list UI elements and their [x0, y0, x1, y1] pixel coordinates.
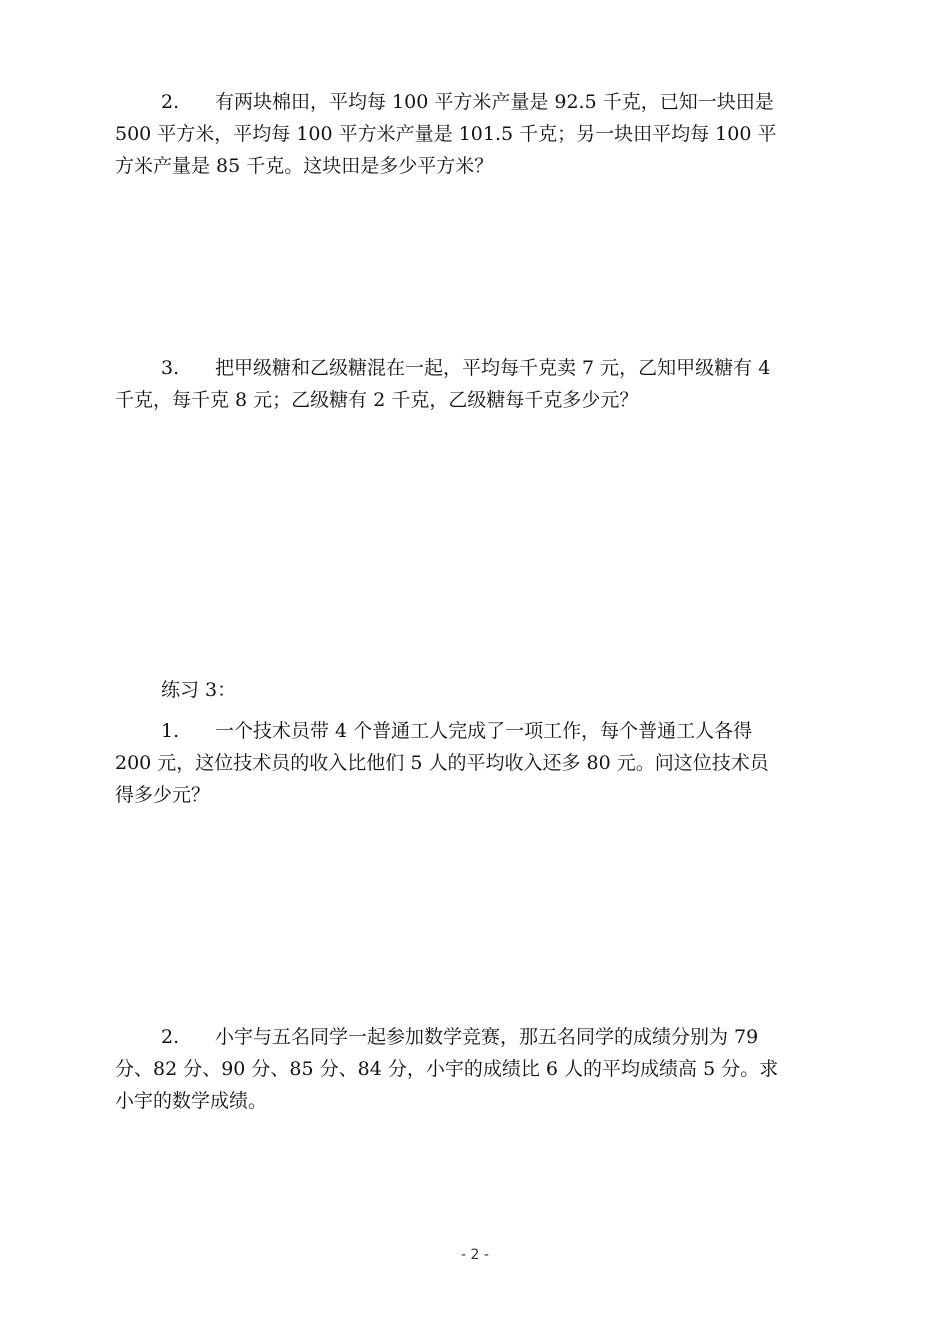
- problem-number: 2.: [161, 91, 180, 113]
- problem-number: 3.: [161, 357, 180, 379]
- problem-text: 小宇的数学成绩。: [115, 1090, 268, 1112]
- problem-text: 得多少元？: [115, 784, 211, 806]
- section-title: 练习 3：: [161, 679, 237, 701]
- exercise-problem-1: [115, 715, 850, 811]
- problem-text: 千克，每千克 8 元；乙级糖有 2 千克，乙级糖每千克多少元？: [115, 389, 639, 411]
- problem-text: 有两块棉田，平均每 100 平方米产量是 92.5 千克，已知一块田是: [215, 91, 774, 113]
- problem-text: 分、82 分、90 分、85 分、84 分，小宇的成绩比 6 人的平均成绩高 5 分。求: [115, 1058, 779, 1080]
- problem-text: 方米产量是 85 千克。这块田是多少平方米？: [115, 155, 494, 177]
- problem-line: [115, 352, 850, 384]
- problem-line: [115, 1021, 850, 1053]
- problem-3-top: [115, 352, 850, 416]
- problem-number: 2.: [161, 1026, 180, 1048]
- problem-text: 200 元，这位技术员的收入比他们 5 人的平均收入还多 80 元。问这位技术员: [115, 752, 769, 774]
- problem-line: [115, 86, 850, 118]
- exercise-problem-2: [115, 1021, 850, 1117]
- problem-text: 500 平方米，平均每 100 平方米产量是 101.5 千克；另一块田平均每 100 平: [115, 123, 777, 145]
- problem-text: 小宇与五名同学一起参加数学竞赛，那五名同学的成绩分别为 79: [215, 1026, 759, 1048]
- problem-text: 把甲级糖和乙级糖混在一起，平均每千克卖 7 元，乙知甲级糖有 4: [215, 357, 771, 379]
- page-number: - 2 -: [461, 1247, 489, 1263]
- problem-number: 1.: [161, 720, 180, 742]
- problem-text: 一个技术员带 4 个普通工人完成了一项工作，每个普通工人各得: [215, 720, 753, 742]
- problem-line: [115, 715, 850, 747]
- problem-2-top: [115, 86, 850, 182]
